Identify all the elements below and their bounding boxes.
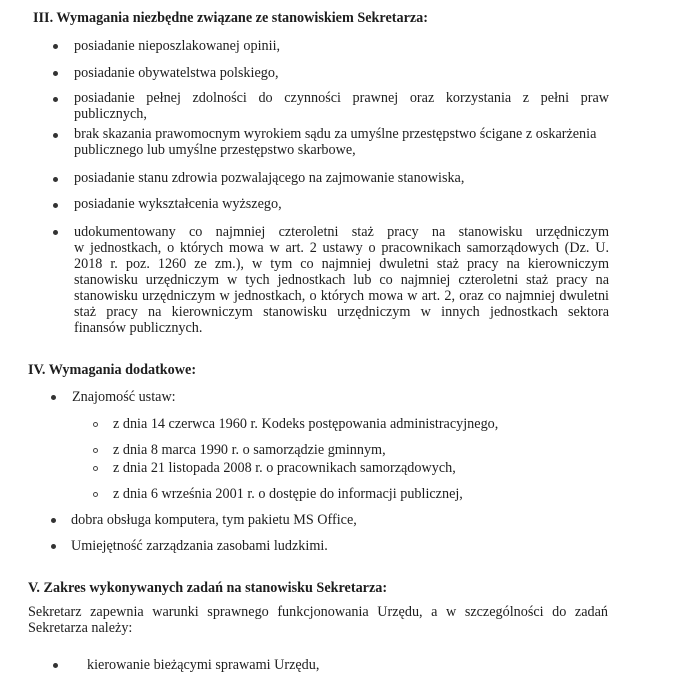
bullet-icon xyxy=(51,395,56,400)
list-item-line: stanowisku urzędniczym w tych jednostkach lub co najmniej czteroletni staż pracy na xyxy=(74,272,609,288)
circle-bullet-icon xyxy=(93,422,98,427)
list-item: posiadanie stanu zdrowia pozwalającego na zajmowanie stanowiska, xyxy=(74,170,465,186)
list-item-line: 2018 r. poz. 1260 ze zm.), w tym co najmniej dwuletni staż pracy na kierowniczym xyxy=(74,256,609,272)
list-item-line: staż pracy na kierowniczym stanowisku urzędniczym w innych jednostkach sektora xyxy=(74,304,609,320)
list-item-line: publicznych, xyxy=(74,106,147,122)
bullet-icon xyxy=(53,71,58,76)
list-item-line: publicznego lub umyślne przestępstwo skarbowe, xyxy=(74,142,356,158)
bullet-icon xyxy=(53,133,58,138)
list-item: posiadanie nieposzlakowanej opinii, xyxy=(74,38,281,54)
list-item-line: finansów publicznych. xyxy=(74,320,203,336)
list-item-line: w jednostkach, o których mowa w art. 2 ustawy o pracownikach samorządowych (Dz. U. xyxy=(74,240,609,256)
bullet-icon xyxy=(53,230,58,235)
list-item: Znajomość ustaw: xyxy=(72,389,176,405)
sub-list-item: z dnia 21 listopada 2008 r. o pracownikach samorządowych, xyxy=(113,460,456,476)
list-item xyxy=(74,224,609,336)
bullet-icon xyxy=(53,44,58,49)
intro-line: Sekretarza należy: xyxy=(28,620,133,636)
list-item: Umiejętność zarządzania zasobami ludzkimi. xyxy=(71,538,328,554)
sub-list-item: z dnia 14 czerwca 1960 r. Kodeks postępowania administracyjnego, xyxy=(113,416,499,432)
bullet-icon xyxy=(53,97,58,102)
list-item xyxy=(74,126,614,158)
circle-bullet-icon xyxy=(93,448,98,453)
list-item xyxy=(74,90,609,122)
list-item: posiadanie wykształcenia wyższego, xyxy=(74,196,282,212)
bullet-icon xyxy=(51,518,56,523)
circle-bullet-icon xyxy=(93,492,98,497)
section-v-heading: V. Zakres wykonywanych zadań na stanowisku Sekretarza: xyxy=(28,580,388,596)
list-item-line: stanowisku urzędniczym w jednostkach, o których mowa w art. 2, oraz co najmniej dwuletni xyxy=(74,288,609,304)
bullet-icon xyxy=(51,544,56,549)
sub-list-item: z dnia 8 marca 1990 r. o samorządzie gminnym, xyxy=(113,442,386,458)
bullet-icon xyxy=(53,203,58,208)
bullet-icon xyxy=(53,177,58,182)
list-item: kierowanie bieżącymi sprawami Urzędu, xyxy=(87,657,320,673)
section-iv-heading: IV. Wymagania dodatkowe: xyxy=(28,362,197,378)
list-item-line: posiadanie pełnej zdolności do czynności prawnej oraz korzystania z pełni praw xyxy=(74,90,609,106)
list-item-line: brak skazania prawomocnym wyrokiem sądu za umyślne przestępstwo ścigane z oskarżenia xyxy=(74,126,597,142)
list-item-line: udokumentowany co najmniej czteroletni staż pracy na stanowisku urzędniczym xyxy=(74,224,609,240)
bullet-icon xyxy=(53,663,58,668)
intro-line: Sekretarz zapewnia warunki sprawnego funkcjonowania Urzędu, a w szczególności do zadań xyxy=(28,604,608,620)
section-iii-heading: III. Wymagania niezbędne związane ze stanowiskiem Sekretarza: xyxy=(33,10,428,26)
list-item: dobra obsługa komputera, tym pakietu MS Office, xyxy=(71,512,357,528)
sub-list-item: z dnia 6 września 2001 r. o dostępie do informacji publicznej, xyxy=(113,486,463,502)
section-v-intro xyxy=(28,604,608,636)
list-item: posiadanie obywatelstwa polskiego, xyxy=(74,65,279,81)
circle-bullet-icon xyxy=(93,466,98,471)
